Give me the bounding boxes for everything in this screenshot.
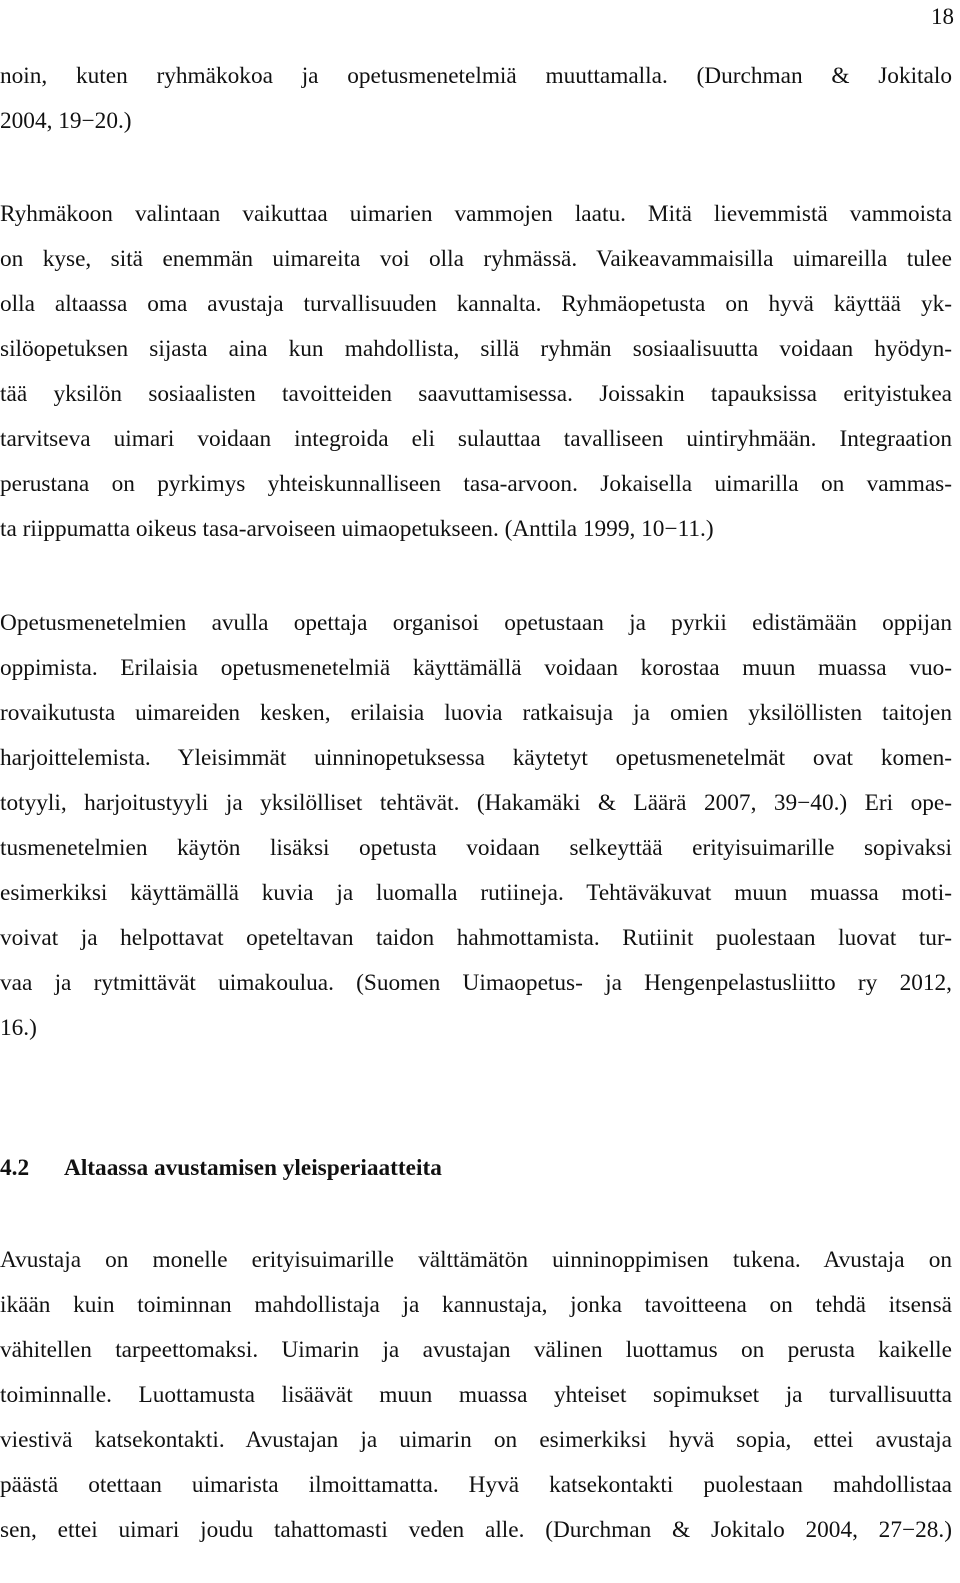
section-number: 4.2: [0, 1155, 30, 1181]
text-line: totyyli, harjoitustyyli ja yksilölliset tehtävät. (Hakamäki & Läärä 2007, 39−40.) Eri ope-: [0, 790, 952, 816]
text-line: esimerkiksi käyttämällä kuvia ja luomalla rutiineja. Tehtäväkuvat muun muassa moti-: [0, 880, 952, 906]
text-line: on kyse, sitä enemmän uimareita voi olla ryhmässä. Vaikeavammaisilla uimareilla tulee: [0, 246, 952, 272]
text-line: vähitellen tarpeettomaksi. Uimarin ja avustajan välinen luottamus on perusta kaikelle: [0, 1337, 952, 1363]
text-line: viestivä katsekontakti. Avustajan ja uimarin on esimerkiksi hyvä sopia, ettei avustaja: [0, 1427, 952, 1453]
text-line: Avustaja on monelle erityisuimarille välttämätön uinninoppimisen tukena. Avustaja on: [0, 1247, 952, 1273]
text-line: 16.): [0, 1015, 37, 1041]
text-line: 2004, 19−20.): [0, 108, 132, 134]
page-number: 18: [931, 4, 954, 29]
text-line: rovaikutusta uimareiden kesken, erilaisia luovia ratkaisuja ja omien yksilöllisten taitojen: [0, 700, 952, 726]
text-line: harjoittelemista. Yleisimmät uinninopetuksessa käytetyt opetusmenetelmät ovat komen-: [0, 745, 952, 771]
text-line: tarvitseva uimari voidaan integroida eli sulauttaa tavalliseen uintiryhmään. Integraation: [0, 426, 952, 452]
text-line: oppimista. Erilaisia opetusmenetelmiä käyttämällä voidaan korostaa muun muassa vuo-: [0, 655, 952, 681]
text-line: noin, kuten ryhmäkokoa ja opetusmenetelmiä muuttamalla. (Durchman & Jokitalo: [0, 63, 952, 89]
text-line: olla altaassa oma avustaja turvallisuuden kannalta. Ryhmäopetusta on hyvä käyttää yk-: [0, 291, 952, 317]
text-line: perustana on pyrkimys yhteiskunnalliseen tasa-arvoon. Jokaisella uimarilla on vammas-: [0, 471, 952, 497]
section-title: Altaassa avustamisen yleisperiaatteita: [64, 1155, 442, 1181]
text-line: vaa ja rytmittävät uimakoulua. (Suomen Uimaopetus- ja Hengenpelastusliitto ry 2012,: [0, 970, 952, 996]
text-line: toiminnalle. Luottamusta lisäävät muun muassa yhteiset sopimukset ja turvallisuutta: [0, 1382, 952, 1408]
text-line: ta riippumatta oikeus tasa-arvoiseen uimaopetukseen. (Anttila 1999, 10−11.): [0, 516, 714, 542]
text-line: silöopetuksen sijasta aina kun mahdollista, sillä ryhmän sosiaalisuutta voidaan hyödyn-: [0, 336, 952, 362]
text-line: Ryhmäkoon valintaan vaikuttaa uimarien vammojen laatu. Mitä lievemmistä vammoista: [0, 201, 952, 227]
text-line: ikään kuin toiminnan mahdollistaja ja kannustaja, jonka tavoitteena on tehdä itsensä: [0, 1292, 952, 1318]
text-line: Opetusmenetelmien avulla opettaja organisoi opetustaan ja pyrkii edistämään oppijan: [0, 610, 952, 636]
text-line: sen, ettei uimari joudu tahattomasti veden alle. (Durchman & Jokitalo 2004, 27−28.): [0, 1517, 952, 1543]
section-heading: [0, 1153, 442, 1183]
text-line: voivat ja helpottavat opeteltavan taidon hahmottamista. Rutiinit puolestaan luovat tur-: [0, 925, 952, 951]
text-line: tää yksilön sosiaalisten tavoitteiden saavuttamisessa. Joissakin tapauksissa erityistukea: [0, 381, 952, 407]
text-line: tusmenetelmien käytön lisäksi opetusta voidaan selkeyttää erityisuimarille sopivaksi: [0, 835, 952, 861]
text-line: päästä otettaan uimarista ilmoittamatta. Hyvä katsekontakti puolestaan mahdollistaa: [0, 1472, 952, 1498]
